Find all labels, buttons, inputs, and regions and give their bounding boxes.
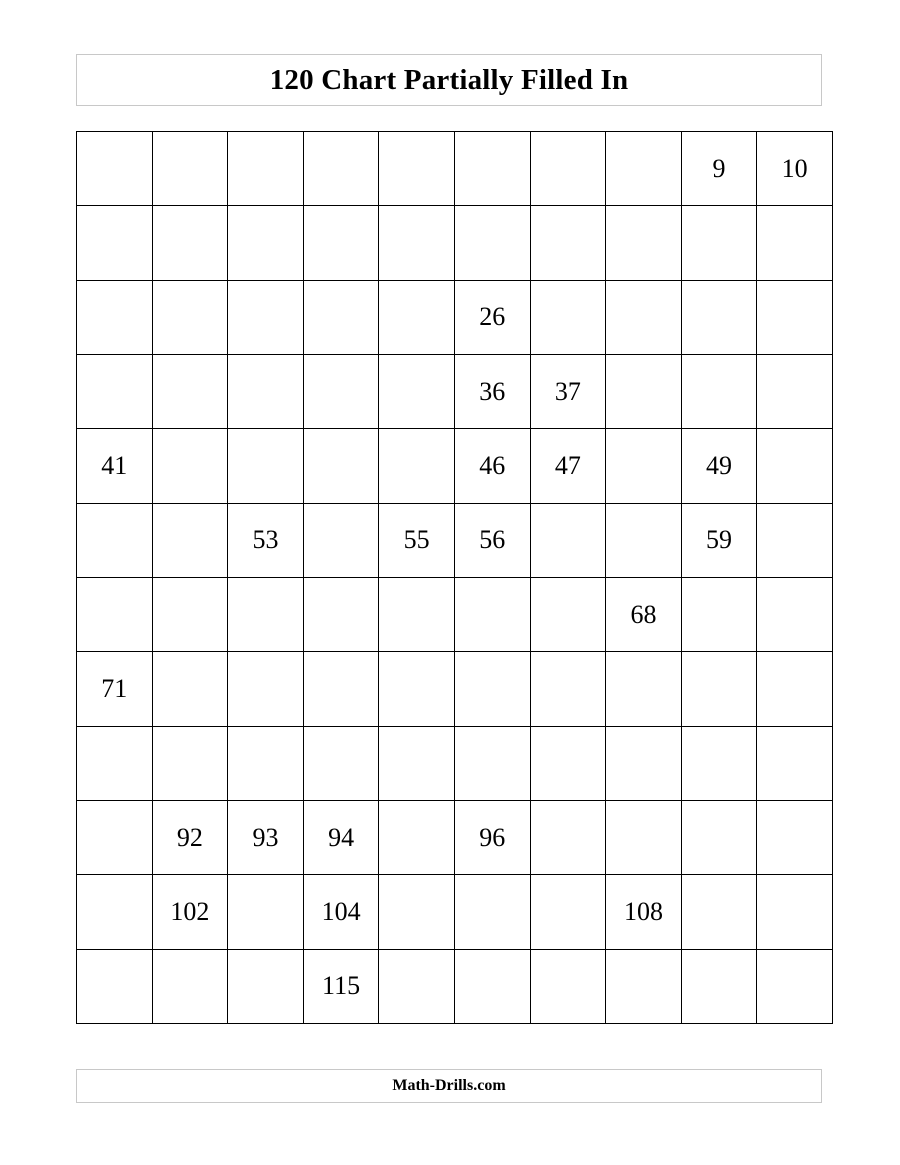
chart-cell[interactable]: 102 (152, 875, 228, 949)
chart-cell[interactable] (379, 280, 455, 354)
chart-cell[interactable] (77, 280, 153, 354)
chart-cell[interactable] (530, 800, 606, 874)
chart-cell[interactable] (454, 652, 530, 726)
chart-cell[interactable]: 53 (228, 503, 304, 577)
chart-cell[interactable] (379, 206, 455, 280)
chart-cell[interactable] (303, 726, 379, 800)
table-row (77, 206, 833, 280)
chart-cell[interactable] (606, 800, 682, 874)
number-chart (76, 131, 822, 1011)
chart-cell[interactable] (757, 800, 833, 874)
chart-cell[interactable] (152, 354, 228, 428)
chart-cell[interactable] (530, 280, 606, 354)
chart-cell[interactable] (681, 577, 757, 651)
chart-cell[interactable] (530, 949, 606, 1023)
chart-cell[interactable] (228, 280, 304, 354)
chart-cell[interactable] (152, 132, 228, 206)
chart-cell[interactable] (152, 429, 228, 503)
page-title: 120 Chart Partially Filled In (269, 63, 629, 96)
chart-cell[interactable] (606, 206, 682, 280)
chart-cell[interactable] (228, 354, 304, 428)
chart-cell[interactable] (228, 132, 304, 206)
chart-cell[interactable] (379, 726, 455, 800)
chart-cell[interactable] (606, 132, 682, 206)
table-row (77, 280, 833, 354)
table-row (77, 132, 833, 206)
chart-cell[interactable] (77, 503, 153, 577)
chart-cell[interactable] (77, 132, 153, 206)
chart-cell[interactable] (530, 652, 606, 726)
chart-cell[interactable] (530, 206, 606, 280)
chart-cell[interactable] (757, 354, 833, 428)
chart-cell[interactable] (606, 503, 682, 577)
title-box (76, 54, 822, 106)
chart-cell[interactable] (303, 132, 379, 206)
chart-cell[interactable] (228, 949, 304, 1023)
chart-cell[interactable] (757, 726, 833, 800)
chart-cell[interactable] (681, 206, 757, 280)
chart-cell[interactable] (228, 875, 304, 949)
chart-cell[interactable]: 36 (454, 354, 530, 428)
chart-cell[interactable]: 94 (303, 800, 379, 874)
chart-cell[interactable]: 55 (379, 503, 455, 577)
chart-cell[interactable] (681, 354, 757, 428)
chart-cell[interactable] (681, 280, 757, 354)
chart-cell[interactable]: 37 (530, 354, 606, 428)
chart-cell[interactable] (530, 875, 606, 949)
chart-cell[interactable] (757, 949, 833, 1023)
chart-cell[interactable] (379, 949, 455, 1023)
chart-cell[interactable] (303, 206, 379, 280)
chart-cell[interactable]: 104 (303, 875, 379, 949)
chart-cell[interactable] (681, 949, 757, 1023)
chart-cell[interactable] (606, 652, 682, 726)
chart-cell[interactable] (152, 652, 228, 726)
chart-cell[interactable] (152, 206, 228, 280)
chart-cell[interactable]: 9 (681, 132, 757, 206)
chart-cell[interactable] (606, 354, 682, 428)
chart-cell[interactable] (77, 726, 153, 800)
chart-cell[interactable] (454, 726, 530, 800)
chart-cell[interactable] (303, 354, 379, 428)
chart-cell[interactable] (379, 577, 455, 651)
chart-cell[interactable] (303, 280, 379, 354)
chart-cell[interactable]: 93 (228, 800, 304, 874)
chart-cell[interactable] (606, 726, 682, 800)
table-row (77, 429, 833, 503)
chart-cell[interactable]: 26 (454, 280, 530, 354)
chart-cell[interactable] (606, 280, 682, 354)
chart-cell[interactable] (379, 875, 455, 949)
chart-cell[interactable] (379, 652, 455, 726)
chart-cell[interactable] (228, 429, 304, 503)
chart-cell[interactable] (757, 280, 833, 354)
chart-cell[interactable] (77, 800, 153, 874)
chart-cell[interactable] (228, 577, 304, 651)
chart-cell[interactable] (454, 132, 530, 206)
table-row (77, 652, 833, 726)
chart-cell[interactable] (228, 726, 304, 800)
chart-cell[interactable] (152, 577, 228, 651)
table-row (77, 949, 833, 1023)
chart-cell[interactable] (757, 652, 833, 726)
chart-cell[interactable]: 46 (454, 429, 530, 503)
chart-cell[interactable] (530, 577, 606, 651)
chart-cell[interactable] (757, 875, 833, 949)
chart-cell[interactable]: 108 (606, 875, 682, 949)
chart-cell[interactable] (454, 875, 530, 949)
chart-cell[interactable] (77, 354, 153, 428)
chart-cell[interactable] (681, 800, 757, 874)
chart-cell[interactable] (303, 577, 379, 651)
chart-cell[interactable] (152, 280, 228, 354)
footer-attribution: Math-Drills.com (392, 1077, 506, 1094)
chart-cell[interactable] (379, 800, 455, 874)
chart-cell[interactable]: 96 (454, 800, 530, 874)
chart-cell[interactable] (454, 949, 530, 1023)
chart-cell[interactable] (606, 429, 682, 503)
chart-cell[interactable] (530, 503, 606, 577)
table-row (77, 875, 833, 949)
chart-cell[interactable]: 47 (530, 429, 606, 503)
chart-cell[interactable] (681, 652, 757, 726)
table-row (77, 577, 833, 651)
chart-cell[interactable] (757, 206, 833, 280)
chart-cell[interactable] (606, 949, 682, 1023)
chart-cell[interactable] (454, 206, 530, 280)
chart-cell[interactable]: 92 (152, 800, 228, 874)
chart-cell[interactable] (152, 949, 228, 1023)
chart-cell[interactable] (530, 726, 606, 800)
chart-cell[interactable] (757, 577, 833, 651)
chart-cell[interactable]: 115 (303, 949, 379, 1023)
number-chart-table (76, 131, 833, 1024)
footer-box (76, 1069, 822, 1103)
chart-cell[interactable] (152, 503, 228, 577)
chart-cell[interactable] (530, 132, 606, 206)
chart-cell[interactable] (228, 652, 304, 726)
chart-cell[interactable] (303, 652, 379, 726)
chart-cell[interactable] (757, 429, 833, 503)
table-row (77, 354, 833, 428)
chart-cell[interactable] (228, 206, 304, 280)
table-row (77, 800, 833, 874)
table-row (77, 726, 833, 800)
chart-cell[interactable] (77, 949, 153, 1023)
chart-cell[interactable]: 68 (606, 577, 682, 651)
chart-cell[interactable] (77, 206, 153, 280)
chart-cell[interactable] (379, 132, 455, 206)
chart-cell[interactable]: 59 (681, 503, 757, 577)
chart-cell[interactable]: 41 (77, 429, 153, 503)
chart-cell[interactable]: 71 (77, 652, 153, 726)
chart-cell[interactable] (379, 429, 455, 503)
chart-cell[interactable] (681, 726, 757, 800)
chart-cell[interactable] (152, 726, 228, 800)
chart-cell[interactable] (303, 429, 379, 503)
chart-cell[interactable] (681, 875, 757, 949)
chart-cell[interactable]: 10 (757, 132, 833, 206)
table-row (77, 503, 833, 577)
chart-cell[interactable] (379, 354, 455, 428)
chart-cell[interactable]: 49 (681, 429, 757, 503)
chart-cell[interactable] (77, 577, 153, 651)
chart-cell[interactable] (303, 503, 379, 577)
chart-cell[interactable]: 56 (454, 503, 530, 577)
chart-cell[interactable] (77, 875, 153, 949)
chart-cell[interactable] (757, 503, 833, 577)
chart-cell[interactable] (454, 577, 530, 651)
